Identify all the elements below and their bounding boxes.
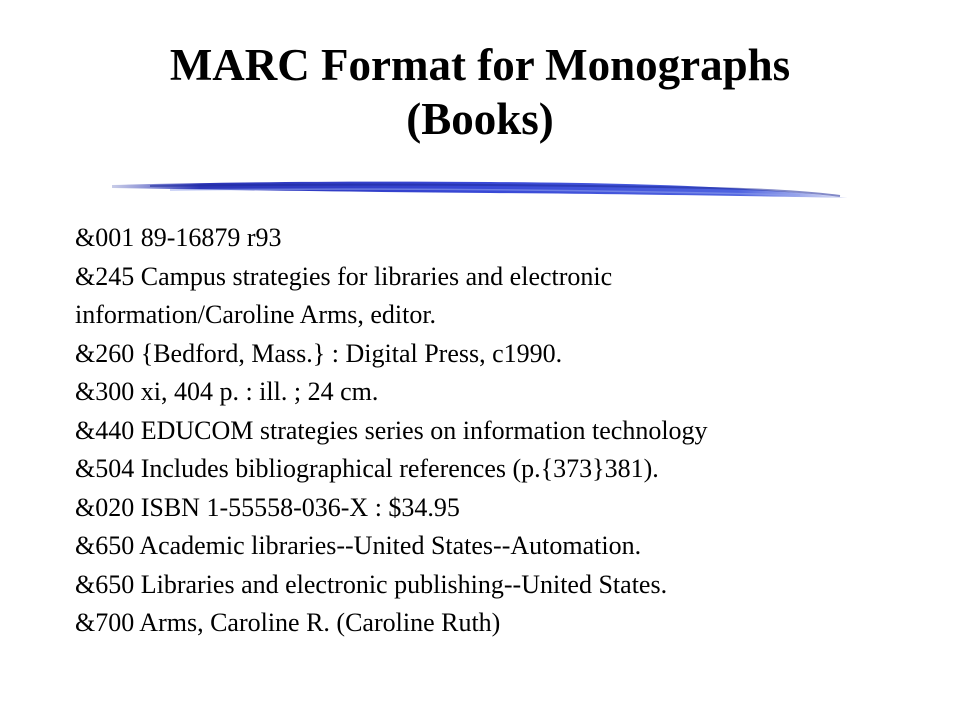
brush-stroke-divider <box>110 176 850 206</box>
marc-field-440: &440 EDUCOM strategies series on information technology <box>75 415 708 445</box>
marc-field-020: &020 ISBN 1-55558-036-X : $34.95 <box>75 492 460 522</box>
marc-field-650: &650 Academic libraries--United States--Automation. <box>75 531 642 560</box>
marc-field-700: &700 Arms, Caroline R. (Caroline Ruth) <box>75 608 501 637</box>
marc-field-504: &504 Includes bibliographical references (p.{373}381). <box>75 454 659 483</box>
marc-record-list <box>75 219 935 643</box>
marc-field-245-continued: information/Caroline Arms, editor. <box>75 300 437 329</box>
marc-field-300: &300 xi, 404 p. : ill. ; 24 cm. <box>75 377 379 406</box>
marc-field-001: &001 89-16879 r93 <box>75 223 282 252</box>
marc-field-245: &245 Campus strategies for libraries and electronic <box>75 261 613 291</box>
slide-title <box>0 38 960 146</box>
title-line-2: (Books) <box>406 94 554 144</box>
marc-field-650: &650 Libraries and electronic publishing--United States. <box>75 569 668 599</box>
title-line-1: MARC Format for Monographs <box>169 40 791 90</box>
marc-field-260: &260 {Bedford, Mass.} : Digital Press, c1990. <box>75 338 563 368</box>
